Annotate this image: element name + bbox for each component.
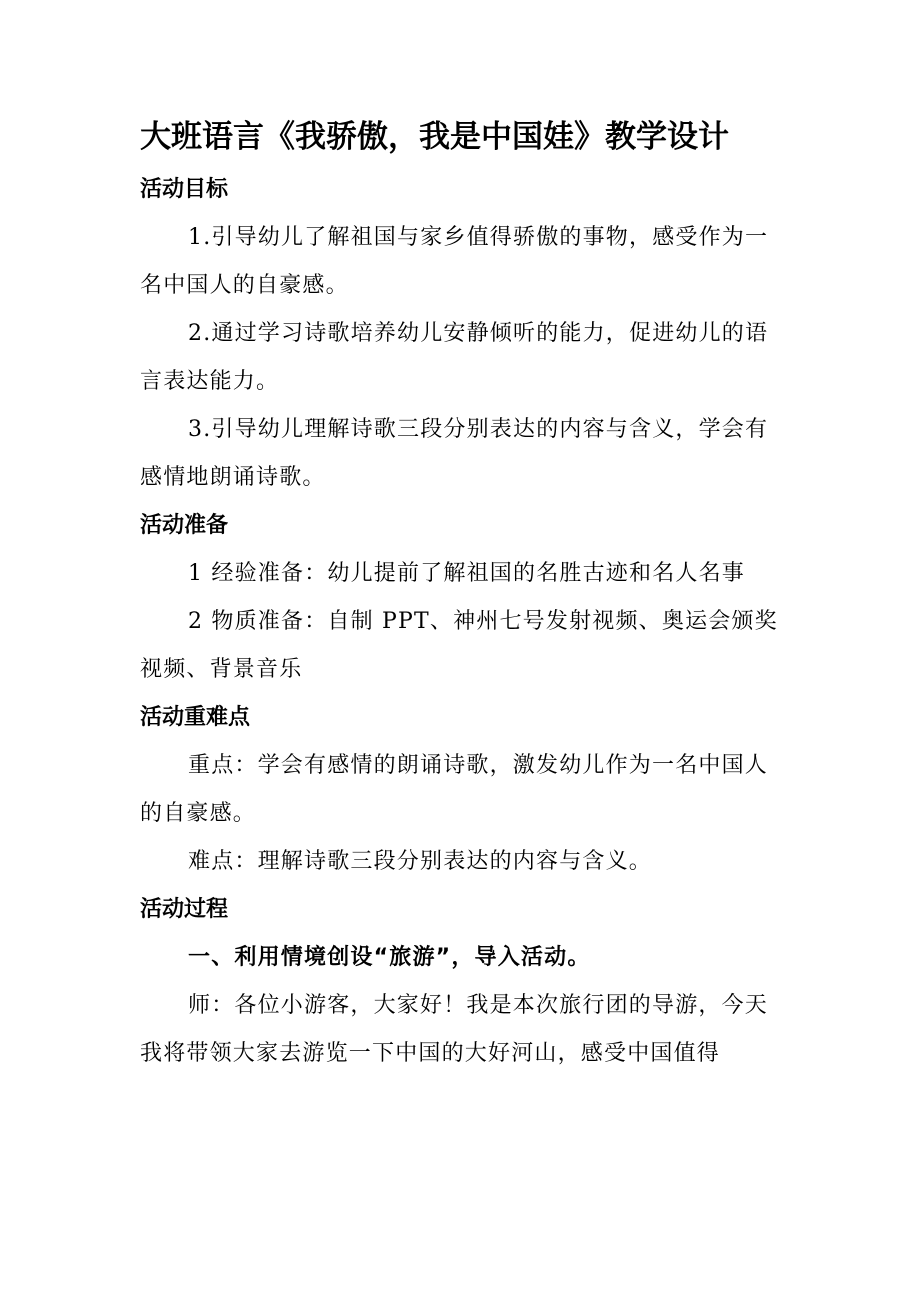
paragraph: 2.通过学习诗歌培养幼儿安静倾听的能力，促进幼儿的语言表达能力。 [140,321,769,394]
paragraph: 2 物质准备：自制 PPT、神州七号发射视频、奥运会颁奖视频、背景音乐 [140,609,778,682]
paragraph: 师：各位小游客，大家好！我是本次旅行团的导游，今天我将带领大家去游览一下中国的大好河山，感受中国值得 [140,993,769,1066]
paragraph: 3.引导幼儿理解诗歌三段分别表达的内容与含义，学会有感情地朗诵诗歌。 [140,417,769,490]
section-heading: 活动过程 [140,897,229,922]
section-process [140,886,790,1078]
document-page [140,112,790,1078]
section-heading: 活动目标 [140,177,229,202]
document-title: 大班语言《我骄傲，我是中国娃》教学设计 [140,119,729,155]
section-heading: 活动准备 [140,513,229,538]
section-heading: 活动重难点 [140,705,251,730]
section-objectives [140,166,790,502]
paragraph: 重点：学会有感情的朗诵诗歌，激发幼儿作为一名中国人的自豪感。 [140,753,769,826]
paragraph: 1 经验准备：幼儿提前了解祖国的名胜古迹和名人名事 [188,561,745,586]
section-key-points [140,694,790,886]
paragraph: 1.引导幼儿了解祖国与家乡值得骄傲的事物，感受作为一名中国人的自豪感。 [140,225,769,298]
section-preparation [140,502,790,694]
sub-heading: 一、利用情境创设“旅游”，导入活动。 [188,945,591,970]
paragraph: 难点：理解诗歌三段分别表达的内容与含义。 [188,849,653,874]
